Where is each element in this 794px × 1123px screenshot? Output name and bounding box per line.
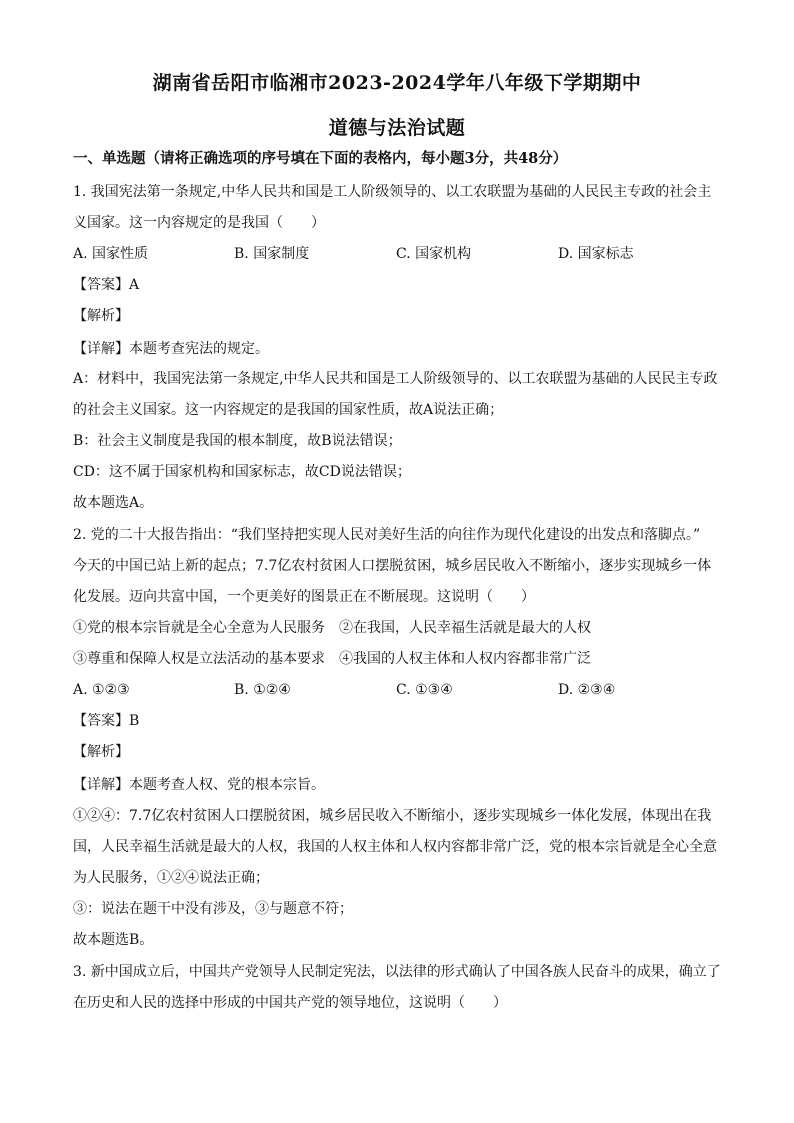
- q1-detail-line-1: 【详解】本题考查宪法的规定。: [73, 341, 269, 357]
- q2-option-a: A. ①②③: [73, 682, 130, 698]
- q2-detail-line-5: ③：说法在题干中没有涉及，③与题意不符；: [73, 901, 353, 917]
- document-subtitle: 道德与法治试题: [328, 117, 466, 139]
- q1-answer: 【答案】A: [73, 277, 140, 293]
- q2-answer: 【答案】B: [73, 713, 140, 729]
- q1-option-b: B. 国家制度: [234, 246, 310, 262]
- q1-detail-line-6: 故本题选A。: [73, 495, 154, 511]
- document-title: 湖南省岳阳市临湘市2023-2024学年八年级下学期期中: [152, 72, 642, 94]
- q2-detail-line-4: 为人民服务，①②④说法正确；: [73, 870, 269, 886]
- q1-stem-line-2: 义国家。这一内容规定的是我国（ ）: [73, 215, 325, 231]
- q2-analysis-label: 【解析】: [73, 744, 129, 760]
- q1-option-a: A. 国家性质: [73, 246, 149, 262]
- q1-option-c: C. 国家机构: [396, 246, 472, 262]
- q2-option-d: D. ②③④: [558, 682, 616, 698]
- q2-statements-line-2: ③尊重和保障人权是立法活动的基本要求 ④我国的人权主体和人权内容都非常广泛: [73, 651, 591, 667]
- q1-detail-line-4: B：社会主义制度是我国的根本制度，故B说法错误；: [73, 433, 402, 449]
- q2-stem-line-3: 化发展。迈向共富中国，一个更美好的图景正在不断展现。这说明（ ）: [73, 589, 535, 605]
- q2-stem-line-1: 2. 党的二十大报告指出：“我们坚持把实现人民对美好生活的向往作为现代化建设的出发点和落脚点。”: [73, 527, 701, 543]
- q1-detail-line-5: CD：这不属于国家机构和国家标志，故CD说法错误；: [73, 464, 411, 480]
- q2-option-b: B. ①②④: [234, 682, 291, 698]
- q2-stem-line-2: 今天的中国已站上新的起点；7.7亿农村贫困人口摆脱贫困，城乡居民收入不断缩小，逐步实现城乡一体: [73, 558, 712, 574]
- q2-detail-line-3: 国，人民幸福生活就是最大的人权，我国的人权主体和人权内容都非常广泛，党的根本宗旨就是全心全意: [73, 839, 717, 855]
- q1-detail-line-3: 的社会主义国家。这一内容规定的是我国的国家性质，故A说法正确；: [73, 402, 504, 418]
- section-heading: 一、单选题（请将正确选项的序号填在下面的表格内，每小题3分，共48分）: [73, 150, 568, 167]
- q3-stem-line-2: 在历史和人民的选择中形成的中国共产党的领导地位，这说明（ ）: [73, 995, 507, 1011]
- q2-option-c: C. ①③④: [396, 682, 453, 698]
- q2-statements-line-1: ①党的根本宗旨就是全心全意为人民服务 ②在我国，人民幸福生活就是最大的人权: [73, 620, 591, 636]
- q1-analysis-label: 【解析】: [73, 308, 129, 324]
- q2-detail-line-2: ①②④：7.7亿农村贫困人口摆脱贫困，城乡居民收入不断缩小，逐步实现城乡一体化发展，体现出在我: [73, 808, 712, 824]
- q3-stem-line-1: 3. 新中国成立后，中国共产党领导人民制定宪法，以法律的形式确认了中国各族人民奋斗的成果，确立了: [73, 964, 721, 980]
- q2-detail-line-1: 【详解】本题考查人权、党的根本宗旨。: [73, 777, 325, 793]
- q1-stem-line-1: 1. 我国宪法第一条规定,中华人民共和国是工人阶级领导的、以工农联盟为基础的人民民主专政的社会主: [73, 184, 712, 200]
- q1-option-d: D. 国家标志: [558, 246, 634, 262]
- q1-detail-line-2: A：材料中，我国宪法第一条规定,中华人民共和国是工人阶级领导的、以工农联盟为基础的人民民主专政: [73, 371, 718, 387]
- q2-detail-line-6: 故本题选B。: [73, 932, 154, 948]
